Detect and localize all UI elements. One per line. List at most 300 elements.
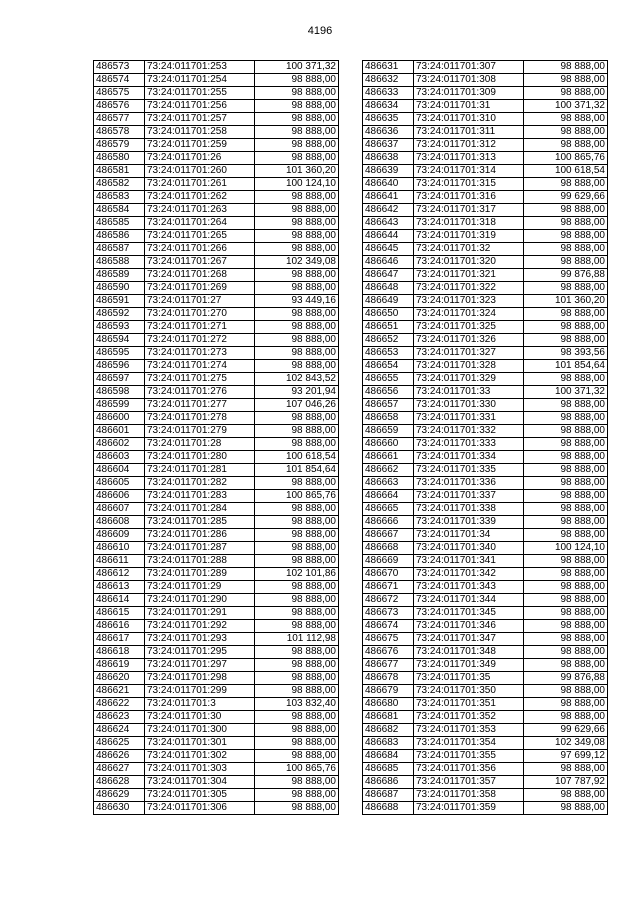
table-row <box>363 737 608 750</box>
row-number-cell: 486643 <box>363 217 414 230</box>
table-row <box>363 425 608 438</box>
table-row <box>94 685 339 698</box>
table-row <box>94 724 339 737</box>
row-number-cell: 486575 <box>94 87 145 100</box>
cadastral-number-cell: 73:24:011701:256 <box>145 100 255 113</box>
cadastral-number-cell: 73:24:011701:304 <box>145 776 255 789</box>
table-row <box>363 386 608 399</box>
cadastral-number-cell: 73:24:011701:260 <box>145 165 255 178</box>
row-number-cell: 486637 <box>363 139 414 152</box>
row-number-cell: 486674 <box>363 620 414 633</box>
table-row <box>363 74 608 87</box>
table-row <box>363 542 608 555</box>
value-cell: 99 629,66 <box>524 724 608 737</box>
value-cell: 98 888,00 <box>524 425 608 438</box>
value-cell: 98 888,00 <box>524 607 608 620</box>
row-number-cell: 486583 <box>94 191 145 204</box>
row-number-cell: 486678 <box>363 672 414 685</box>
value-cell: 98 888,00 <box>524 789 608 802</box>
row-number-cell: 486601 <box>94 425 145 438</box>
value-cell: 101 112,98 <box>255 633 339 646</box>
value-cell: 98 888,00 <box>255 646 339 659</box>
cadastral-number-cell: 73:24:011701:28 <box>145 438 255 451</box>
row-number-cell: 486659 <box>363 425 414 438</box>
row-number-cell: 486634 <box>363 100 414 113</box>
table-row <box>94 399 339 412</box>
row-number-cell: 486687 <box>363 789 414 802</box>
table-row <box>363 399 608 412</box>
table-row <box>363 204 608 217</box>
left-table <box>93 60 339 815</box>
table-row <box>94 152 339 165</box>
table-row <box>94 516 339 529</box>
row-number-cell: 486650 <box>363 308 414 321</box>
cadastral-number-cell: 73:24:011701:336 <box>414 477 524 490</box>
cadastral-number-cell: 73:24:011701:284 <box>145 503 255 516</box>
row-number-cell: 486669 <box>363 555 414 568</box>
table-row <box>94 789 339 802</box>
table-row <box>94 646 339 659</box>
value-cell: 98 888,00 <box>524 594 608 607</box>
row-number-cell: 486624 <box>94 724 145 737</box>
value-cell: 99 629,66 <box>524 191 608 204</box>
cadastral-number-cell: 73:24:011701:346 <box>414 620 524 633</box>
cadastral-number-cell: 73:24:011701:259 <box>145 139 255 152</box>
cadastral-number-cell: 73:24:011701:333 <box>414 438 524 451</box>
row-number-cell: 486645 <box>363 243 414 256</box>
table-row <box>94 347 339 360</box>
row-number-cell: 486660 <box>363 438 414 451</box>
table-row <box>363 256 608 269</box>
row-number-cell: 486594 <box>94 334 145 347</box>
cadastral-number-cell: 73:24:011701:33 <box>414 386 524 399</box>
row-number-cell: 486605 <box>94 477 145 490</box>
value-cell: 98 888,00 <box>255 581 339 594</box>
row-number-cell: 486633 <box>363 87 414 100</box>
table-row <box>363 139 608 152</box>
row-number-cell: 486581 <box>94 165 145 178</box>
row-number-cell: 486622 <box>94 698 145 711</box>
table-row <box>363 412 608 425</box>
row-number-cell: 486611 <box>94 555 145 568</box>
row-number-cell: 486632 <box>363 74 414 87</box>
value-cell: 98 888,00 <box>255 191 339 204</box>
cadastral-number-cell: 73:24:011701:264 <box>145 217 255 230</box>
cadastral-number-cell: 73:24:011701:258 <box>145 126 255 139</box>
row-number-cell: 486685 <box>363 763 414 776</box>
cadastral-number-cell: 73:24:011701:289 <box>145 568 255 581</box>
value-cell: 98 888,00 <box>524 464 608 477</box>
row-number-cell: 486626 <box>94 750 145 763</box>
row-number-cell: 486614 <box>94 594 145 607</box>
table-row <box>94 568 339 581</box>
value-cell: 100 865,76 <box>255 490 339 503</box>
value-cell: 98 888,00 <box>524 516 608 529</box>
row-number-cell: 486576 <box>94 100 145 113</box>
row-number-cell: 486640 <box>363 178 414 191</box>
table-row <box>363 191 608 204</box>
value-cell: 98 888,00 <box>255 659 339 672</box>
row-number-cell: 486621 <box>94 685 145 698</box>
cadastral-number-cell: 73:24:011701:257 <box>145 113 255 126</box>
table-row <box>363 659 608 672</box>
cadastral-number-cell: 73:24:011701:255 <box>145 87 255 100</box>
table-row <box>363 373 608 386</box>
row-number-cell: 486663 <box>363 477 414 490</box>
value-cell: 98 888,00 <box>255 737 339 750</box>
cadastral-number-cell: 73:24:011701:329 <box>414 373 524 386</box>
table-row <box>363 438 608 451</box>
table-row <box>363 243 608 256</box>
row-number-cell: 486606 <box>94 490 145 503</box>
value-cell: 98 888,00 <box>255 594 339 607</box>
row-number-cell: 486580 <box>94 152 145 165</box>
table-row <box>94 633 339 646</box>
cadastral-number-cell: 73:24:011701:320 <box>414 256 524 269</box>
value-cell: 98 888,00 <box>255 204 339 217</box>
row-number-cell: 486593 <box>94 321 145 334</box>
table-row <box>94 282 339 295</box>
table-row <box>94 87 339 100</box>
row-number-cell: 486623 <box>94 711 145 724</box>
cadastral-number-cell: 73:24:011701:300 <box>145 724 255 737</box>
cadastral-number-cell: 73:24:011701:323 <box>414 295 524 308</box>
cadastral-number-cell: 73:24:011701:272 <box>145 334 255 347</box>
cadastral-number-cell: 73:24:011701:303 <box>145 763 255 776</box>
row-number-cell: 486639 <box>363 165 414 178</box>
row-number-cell: 486653 <box>363 347 414 360</box>
value-cell: 98 888,00 <box>255 412 339 425</box>
table-row <box>363 555 608 568</box>
table-row <box>363 581 608 594</box>
row-number-cell: 486688 <box>363 802 414 815</box>
value-cell: 101 360,20 <box>255 165 339 178</box>
cadastral-number-cell: 73:24:011701:354 <box>414 737 524 750</box>
page-number: 4196 <box>307 25 333 37</box>
value-cell: 98 888,00 <box>524 438 608 451</box>
table-row <box>94 334 339 347</box>
row-number-cell: 486588 <box>94 256 145 269</box>
cadastral-number-cell: 73:24:011701:311 <box>414 126 524 139</box>
cadastral-number-cell: 73:24:011701:295 <box>145 646 255 659</box>
table-row <box>363 724 608 737</box>
value-cell: 98 888,00 <box>255 308 339 321</box>
table-row <box>94 529 339 542</box>
row-number-cell: 486683 <box>363 737 414 750</box>
cadastral-number-cell: 73:24:011701:271 <box>145 321 255 334</box>
row-number-cell: 486664 <box>363 490 414 503</box>
row-number-cell: 486613 <box>94 581 145 594</box>
value-cell: 101 854,64 <box>524 360 608 373</box>
table-row <box>363 100 608 113</box>
value-cell: 98 888,00 <box>255 724 339 737</box>
row-number-cell: 486686 <box>363 776 414 789</box>
row-number-cell: 486630 <box>94 802 145 815</box>
table-row <box>94 438 339 451</box>
table-row <box>94 61 339 74</box>
row-number-cell: 486675 <box>363 633 414 646</box>
row-number-cell: 486589 <box>94 269 145 282</box>
row-number-cell: 486636 <box>363 126 414 139</box>
cadastral-number-cell: 73:24:011701:335 <box>414 464 524 477</box>
table-row <box>94 581 339 594</box>
cadastral-number-cell: 73:24:011701:310 <box>414 113 524 126</box>
value-cell: 98 888,00 <box>524 61 608 74</box>
value-cell: 98 888,00 <box>524 282 608 295</box>
cadastral-number-cell: 73:24:011701:339 <box>414 516 524 529</box>
table-row <box>94 217 339 230</box>
value-cell: 98 888,00 <box>255 542 339 555</box>
cadastral-number-cell: 73:24:011701:265 <box>145 230 255 243</box>
cadastral-number-cell: 73:24:011701:269 <box>145 282 255 295</box>
row-number-cell: 486658 <box>363 412 414 425</box>
table-row <box>94 802 339 815</box>
cadastral-number-cell: 73:24:011701:348 <box>414 646 524 659</box>
cadastral-number-cell: 73:24:011701:324 <box>414 308 524 321</box>
value-cell: 98 888,00 <box>255 438 339 451</box>
row-number-cell: 486652 <box>363 334 414 347</box>
table-row <box>94 139 339 152</box>
value-cell: 98 888,00 <box>255 347 339 360</box>
value-cell: 98 888,00 <box>524 412 608 425</box>
cadastral-number-cell: 73:24:011701:293 <box>145 633 255 646</box>
table-row <box>94 178 339 191</box>
cadastral-number-cell: 73:24:011701:309 <box>414 87 524 100</box>
cadastral-number-cell: 73:24:011701:352 <box>414 711 524 724</box>
cadastral-number-cell: 73:24:011701:26 <box>145 152 255 165</box>
value-cell: 102 843,52 <box>255 373 339 386</box>
cadastral-number-cell: 73:24:011701:27 <box>145 295 255 308</box>
value-cell: 98 888,00 <box>524 230 608 243</box>
table-row <box>363 230 608 243</box>
cadastral-number-cell: 73:24:011701:355 <box>414 750 524 763</box>
value-cell: 98 888,00 <box>524 451 608 464</box>
value-cell: 98 393,56 <box>524 347 608 360</box>
value-cell: 102 101,86 <box>255 568 339 581</box>
value-cell: 98 888,00 <box>255 126 339 139</box>
table-row <box>363 568 608 581</box>
cadastral-number-cell: 73:24:011701:299 <box>145 685 255 698</box>
cadastral-number-cell: 73:24:011701:312 <box>414 139 524 152</box>
value-cell: 100 618,54 <box>524 165 608 178</box>
cadastral-number-cell: 73:24:011701:270 <box>145 308 255 321</box>
table-row <box>363 607 608 620</box>
cadastral-number-cell: 73:24:011701:308 <box>414 74 524 87</box>
cadastral-number-cell: 73:24:011701:332 <box>414 425 524 438</box>
cadastral-number-cell: 73:24:011701:342 <box>414 568 524 581</box>
cadastral-number-cell: 73:24:011701:359 <box>414 802 524 815</box>
value-cell: 98 888,00 <box>524 243 608 256</box>
value-cell: 100 865,76 <box>255 763 339 776</box>
cadastral-number-cell: 73:24:011701:326 <box>414 334 524 347</box>
table-row <box>94 594 339 607</box>
cadastral-number-cell: 73:24:011701:290 <box>145 594 255 607</box>
cadastral-number-cell: 73:24:011701:280 <box>145 451 255 464</box>
cadastral-number-cell: 73:24:011701:253 <box>145 61 255 74</box>
value-cell: 102 349,08 <box>255 256 339 269</box>
row-number-cell: 486599 <box>94 399 145 412</box>
row-number-cell: 486673 <box>363 607 414 620</box>
table-row <box>94 451 339 464</box>
value-cell: 98 888,00 <box>524 529 608 542</box>
cadastral-number-cell: 73:24:011701:344 <box>414 594 524 607</box>
row-number-cell: 486578 <box>94 126 145 139</box>
value-cell: 98 888,00 <box>524 763 608 776</box>
table-row <box>94 204 339 217</box>
row-number-cell: 486585 <box>94 217 145 230</box>
row-number-cell: 486596 <box>94 360 145 373</box>
row-number-cell: 486604 <box>94 464 145 477</box>
table-row <box>94 672 339 685</box>
table-row <box>94 360 339 373</box>
cadastral-number-cell: 73:24:011701:321 <box>414 269 524 282</box>
table-row <box>363 516 608 529</box>
cadastral-number-cell: 73:24:011701:254 <box>145 74 255 87</box>
value-cell: 98 888,00 <box>524 373 608 386</box>
table-row <box>363 750 608 763</box>
value-cell: 98 888,00 <box>524 685 608 698</box>
row-number-cell: 486648 <box>363 282 414 295</box>
row-number-cell: 486676 <box>363 646 414 659</box>
cadastral-number-cell: 73:24:011701:345 <box>414 607 524 620</box>
table-row <box>363 347 608 360</box>
value-cell: 98 888,00 <box>255 529 339 542</box>
cadastral-number-cell: 73:24:011701:327 <box>414 347 524 360</box>
value-cell: 100 124,10 <box>524 542 608 555</box>
value-cell: 101 854,64 <box>255 464 339 477</box>
table-row <box>94 100 339 113</box>
value-cell: 98 888,00 <box>255 152 339 165</box>
row-number-cell: 486670 <box>363 568 414 581</box>
value-cell: 98 888,00 <box>255 113 339 126</box>
table-row <box>363 282 608 295</box>
value-cell: 98 888,00 <box>255 282 339 295</box>
table-row <box>363 334 608 347</box>
cadastral-number-cell: 73:24:011701:292 <box>145 620 255 633</box>
row-number-cell: 486603 <box>94 451 145 464</box>
cadastral-number-cell: 73:24:011701:317 <box>414 204 524 217</box>
value-cell: 98 888,00 <box>524 321 608 334</box>
cadastral-number-cell: 73:24:011701:286 <box>145 529 255 542</box>
row-number-cell: 486679 <box>363 685 414 698</box>
row-number-cell: 486671 <box>363 581 414 594</box>
cadastral-number-cell: 73:24:011701:281 <box>145 464 255 477</box>
value-cell: 99 876,88 <box>524 269 608 282</box>
table-row <box>94 269 339 282</box>
value-cell: 93 449,16 <box>255 295 339 308</box>
row-number-cell: 486574 <box>94 74 145 87</box>
cadastral-number-cell: 73:24:011701:350 <box>414 685 524 698</box>
value-cell: 98 888,00 <box>255 750 339 763</box>
cadastral-number-cell: 73:24:011701:302 <box>145 750 255 763</box>
row-number-cell: 486656 <box>363 386 414 399</box>
row-number-cell: 486591 <box>94 295 145 308</box>
table-row <box>94 503 339 516</box>
cadastral-number-cell: 73:24:011701:338 <box>414 503 524 516</box>
table-row <box>94 425 339 438</box>
value-cell: 98 888,00 <box>524 477 608 490</box>
cadastral-number-cell: 73:24:011701:306 <box>145 802 255 815</box>
value-cell: 100 371,32 <box>524 386 608 399</box>
value-cell: 93 201,94 <box>255 386 339 399</box>
cadastral-number-cell: 73:24:011701:287 <box>145 542 255 555</box>
cadastral-number-cell: 73:24:011701:305 <box>145 789 255 802</box>
row-number-cell: 486641 <box>363 191 414 204</box>
row-number-cell: 486587 <box>94 243 145 256</box>
cadastral-number-cell: 73:24:011701:340 <box>414 542 524 555</box>
row-number-cell: 486625 <box>94 737 145 750</box>
table-row <box>94 763 339 776</box>
value-cell: 98 888,00 <box>524 659 608 672</box>
table-row <box>94 230 339 243</box>
value-cell: 98 888,00 <box>524 87 608 100</box>
table-row <box>363 87 608 100</box>
cadastral-number-cell: 73:24:011701:334 <box>414 451 524 464</box>
value-cell: 98 888,00 <box>255 620 339 633</box>
cadastral-number-cell: 73:24:011701:283 <box>145 490 255 503</box>
table-row <box>94 464 339 477</box>
cadastral-number-cell: 73:24:011701:328 <box>414 360 524 373</box>
table-row <box>363 308 608 321</box>
value-cell: 98 888,00 <box>524 633 608 646</box>
table-row <box>363 61 608 74</box>
row-number-cell: 486642 <box>363 204 414 217</box>
table-row <box>94 542 339 555</box>
table-row <box>94 295 339 308</box>
value-cell: 102 349,08 <box>524 737 608 750</box>
row-number-cell: 486654 <box>363 360 414 373</box>
row-number-cell: 486620 <box>94 672 145 685</box>
value-cell: 103 832,40 <box>255 698 339 711</box>
cadastral-number-cell: 73:24:011701:349 <box>414 659 524 672</box>
cadastral-number-cell: 73:24:011701:285 <box>145 516 255 529</box>
value-cell: 98 888,00 <box>255 425 339 438</box>
table-row <box>363 503 608 516</box>
value-cell: 98 888,00 <box>524 698 608 711</box>
cadastral-number-cell: 73:24:011701:351 <box>414 698 524 711</box>
row-number-cell: 486657 <box>363 399 414 412</box>
row-number-cell: 486602 <box>94 438 145 451</box>
cadastral-number-cell: 73:24:011701:315 <box>414 178 524 191</box>
row-number-cell: 486586 <box>94 230 145 243</box>
value-cell: 100 371,32 <box>524 100 608 113</box>
value-cell: 98 888,00 <box>255 74 339 87</box>
table-row <box>363 152 608 165</box>
row-number-cell: 486582 <box>94 178 145 191</box>
value-cell: 98 888,00 <box>255 685 339 698</box>
value-cell: 98 888,00 <box>255 139 339 152</box>
row-number-cell: 486615 <box>94 607 145 620</box>
table-row <box>94 607 339 620</box>
table-row <box>363 711 608 724</box>
table-row <box>363 490 608 503</box>
row-number-cell: 486597 <box>94 373 145 386</box>
row-number-cell: 486577 <box>94 113 145 126</box>
value-cell: 98 888,00 <box>524 646 608 659</box>
cadastral-number-cell: 73:24:011701:319 <box>414 230 524 243</box>
cadastral-number-cell: 73:24:011701:288 <box>145 555 255 568</box>
cadastral-number-cell: 73:24:011701:279 <box>145 425 255 438</box>
table-row <box>94 412 339 425</box>
row-number-cell: 486573 <box>94 61 145 74</box>
row-number-cell: 486579 <box>94 139 145 152</box>
table-row <box>363 698 608 711</box>
table-row <box>363 646 608 659</box>
value-cell: 98 888,00 <box>255 230 339 243</box>
table-row <box>363 620 608 633</box>
table-row <box>363 477 608 490</box>
value-cell: 98 888,00 <box>255 321 339 334</box>
